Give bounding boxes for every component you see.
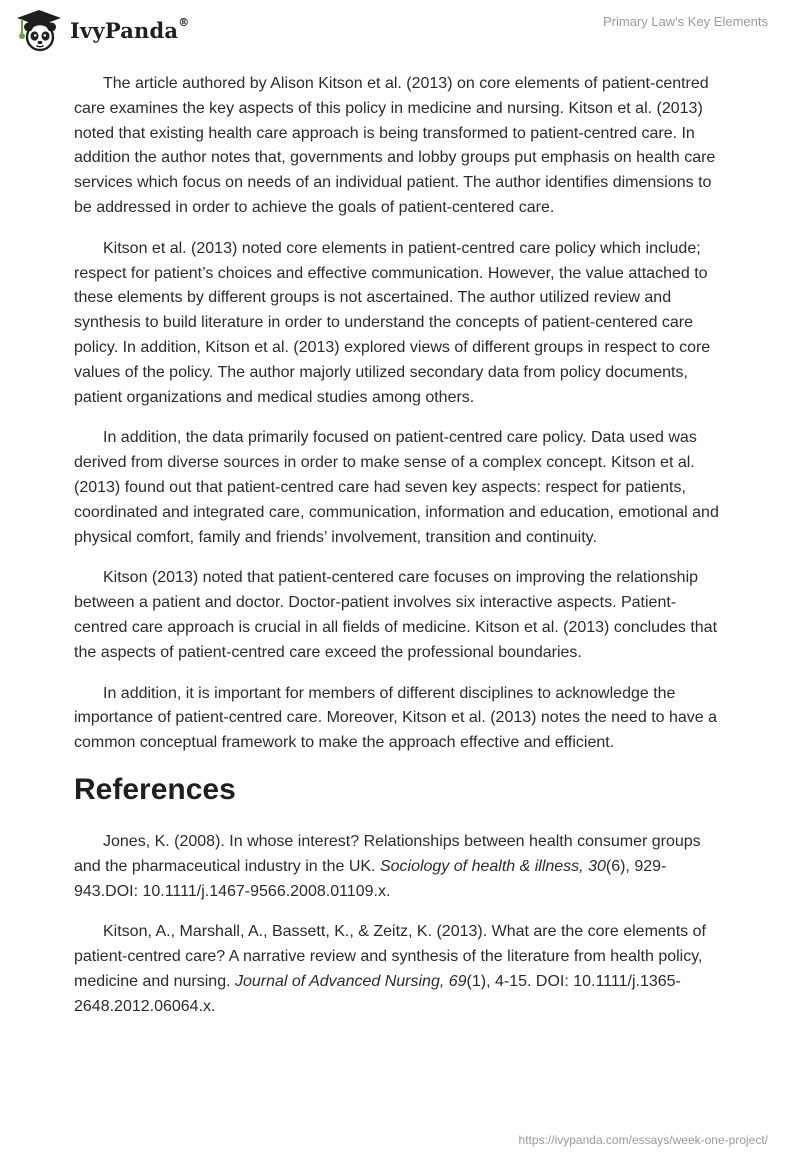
document-title: Primary Law's Key Elements: [602, 14, 768, 29]
page-header: [0, 0, 800, 60]
reference-item: Jones, K. (2008). In whose interest? Relationships between health consumer groups and the pharmaceutical industry in the UK. Sociology of health & illness, 30(6), 929-943.DOI: 10.1111/j.1467-9566.2008.01109.x.: [74, 832, 701, 900]
logo-wordmark: IvyPanda®: [70, 15, 190, 43]
site-logo[interactable]: [14, 8, 189, 52]
body-paragraph: The article authored by Alison Kitson et al. (2013) on core elements of patient-centred care examines the key aspects of this policy in medicine and nursing. Kitson et al. (2013) noted that existing health care approach is being transformed to patient-centred care. In addition the author notes that, governments and lobby groups put emphasis on health care services which focus on needs of an individual patient. The author identifies dimensions to be addressed in order to achieve the goals of patient-centered care.: [74, 75, 716, 216]
essay-content: [74, 72, 726, 1036]
body-paragraph: In addition, the data primarily focused on patient-centred care policy. Data used was derived from diverse sources in order to make sense of a complex concept. Kitson et al. (2013) found out that patient-centred care had seven key aspects: respect for patients, coordinated and integrated care, communication, information and education, emotional and physical comfort, family and friends’ involvement, transition and continuity.: [74, 429, 719, 546]
references-heading: References: [74, 772, 236, 806]
body-paragraph: In addition, it is important for members of different disciplines to acknowledge the importance of patient-centred care. Moreover, Kitson et al. (2013) notes the need to have a common conceptual framework to make the approach effective and efficient.: [74, 684, 718, 752]
body-paragraph: Kitson et al. (2013) noted core elements in patient-centred care policy which include; respect for patient’s choices and effective communication. However, the value attached to these elements by different groups is not ascertained. The author utilized review and synthesis to build literature in order to understand the concepts of patient-centered care policy. In addition, Kitson et al. (2013) explored views of different groups in respect to core values of the policy. The author majorly utilized secondary data from policy documents, patient organizations and medical studies among others.: [74, 239, 711, 406]
panda-logo-icon: [14, 8, 64, 52]
source-url-link[interactable]: https://ivypanda.com/essays/week-one-project/: [518, 1133, 768, 1147]
reference-item: Kitson, A., Marshall, A., Bassett, K., & Zeitz, K. (2013). What are the core elements of patient-centred care? A narrative review and synthesis of the literature from health policy, medicine and nursing. Journal of Advanced Nursing, 69(1), 4-15. DOI: 10.1111/j.1365-2648.2012.06064.x.: [74, 923, 706, 1015]
body-paragraph: Kitson (2013) noted that patient-centered care focuses on improving the relationship between a patient and doctor. Doctor-patient involves six interactive aspects. Patient-centred care approach is crucial in all fields of medicine. Kitson et al. (2013) concludes that the aspects of patient-centred care exceed the professional boundaries.: [74, 569, 718, 661]
